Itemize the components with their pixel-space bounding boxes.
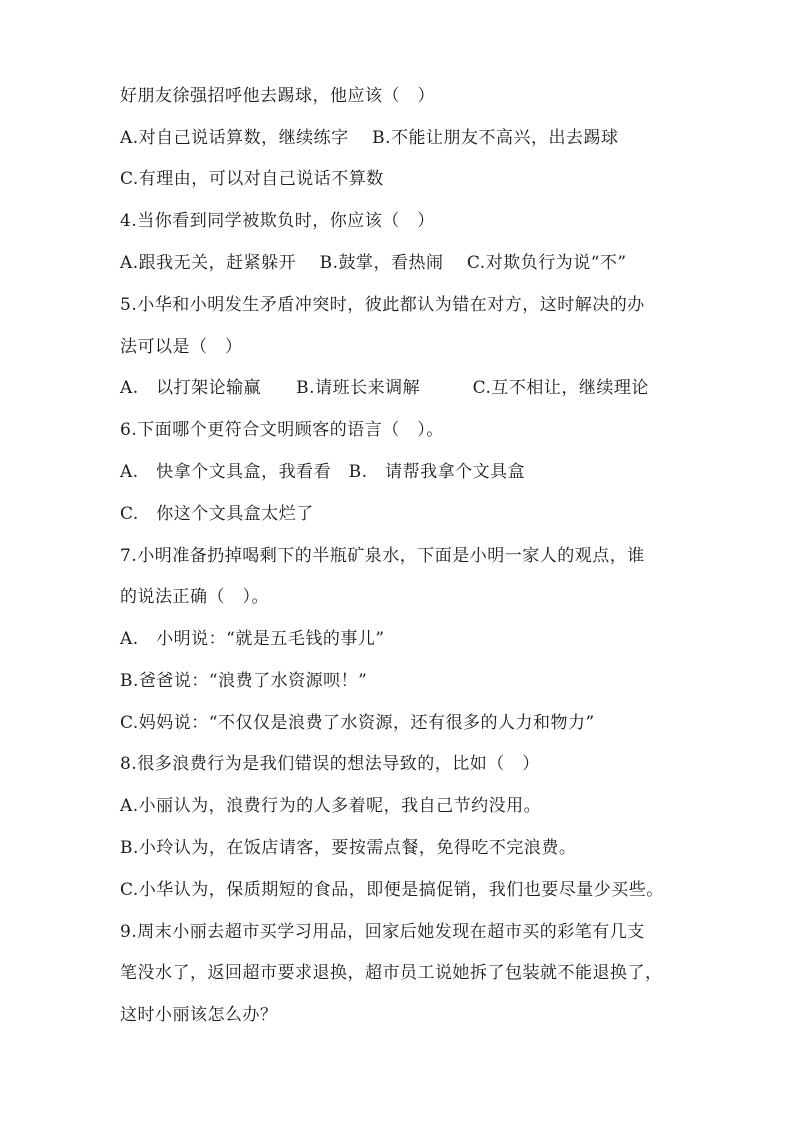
text-line-q5-stem-1: 5.小华和小明发生矛盾冲突时，彼此都认为错在对方，这时解决的办 bbox=[120, 295, 645, 315]
text-line-q7-option-b: B.爸爸说：“浪费了水资源呗！” bbox=[120, 671, 368, 691]
text-line-q8-stem: 8.很多浪费行为是我们错误的想法导致的，比如（ ） bbox=[120, 754, 540, 774]
text-line-q8-option-c: C.小华认为，保质期短的食品，即便是搞促销，我们也要尽量少买些。 bbox=[120, 880, 664, 900]
text-line-q8-option-a: A.小丽认为，浪费行为的人多着呢，我自己节约没用。 bbox=[120, 796, 542, 816]
text-line-q5-options: A. 以打架论输赢 B.请班长来调解 C.互不相让，继续理论 bbox=[120, 378, 649, 398]
text-line-q8-option-b: B.小玲认为，在饭店请客，要按需点餐，免得吃不完浪费。 bbox=[120, 838, 577, 858]
text-line-q4-options: A.跟我无关，赶紧躲开 B.鼓掌，看热闹 C.对欺负行为说“不” bbox=[120, 253, 627, 273]
text-line-q3-option-c: C.有理由，可以对自己说话不算数 bbox=[120, 169, 384, 189]
text-line-q6-options-ab: A. 快拿个文具盒，我看看 B. 请帮我拿个文具盒 bbox=[120, 462, 526, 482]
text-line-q6-stem: 6.下面哪个更符合文明顾客的语言（ ）。 bbox=[120, 420, 444, 440]
text-line-q9-stem-1: 9.周末小丽去超市买学习用品，回家后她发现在超市买的彩笔有几支 bbox=[120, 922, 645, 942]
text-line-q7-option-c: C.妈妈说：“不仅仅是浪费了水资源，还有很多的人力和物力” bbox=[120, 713, 595, 733]
text-line-q4-stem: 4.当你看到同学被欺负时，你应该（ ） bbox=[120, 211, 435, 231]
text-line-q3-stem: 好朋友徐强招呼他去踢球，他应该（ ） bbox=[120, 86, 435, 106]
text-line-q9-stem-3: 这时小丽该怎么办？ bbox=[120, 1005, 278, 1025]
text-line-q5-stem-2: 法可以是（ ） bbox=[120, 337, 243, 357]
text-line-q6-option-c: C. 你这个文具盒太烂了 bbox=[120, 504, 314, 524]
text-line-q7-stem-1: 7.小明准备扔掉喝剩下的半瓶矿泉水，下面是小明一家人的观点，谁 bbox=[120, 546, 645, 566]
text-line-q9-stem-2: 笔没水了，返回超市要求退换，超市员工说她拆了包装就不能退换了， bbox=[120, 963, 663, 983]
text-line-q7-option-a: A. 小明说：“就是五毛钱的事儿” bbox=[120, 629, 385, 649]
text-line-q7-stem-2: 的说法正确（ ）。 bbox=[120, 587, 269, 607]
text-line-q3-options-ab: A.对自己说话算数，继续练字 B.不能让朋友不高兴，出去踢球 bbox=[120, 128, 619, 148]
